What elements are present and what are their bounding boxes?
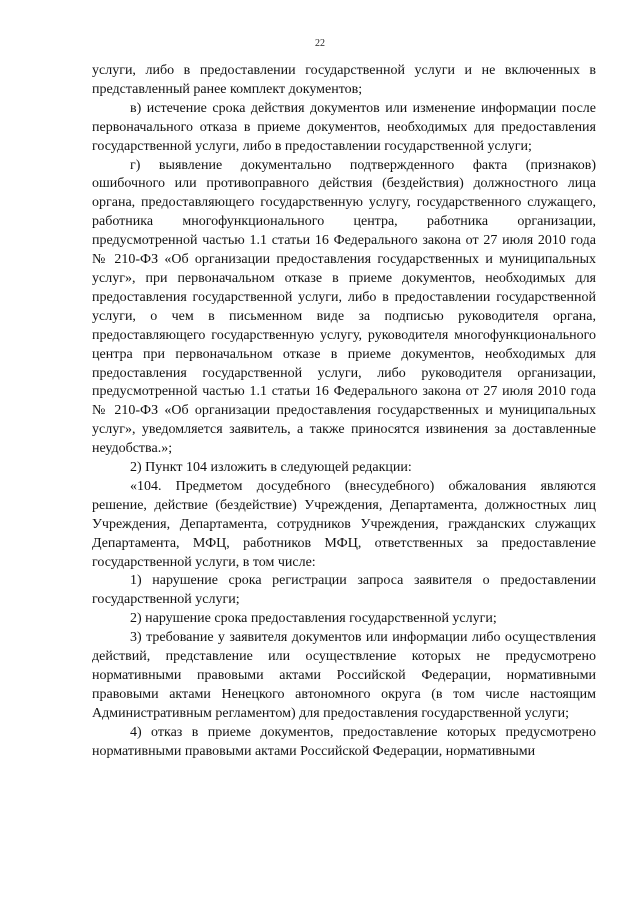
paragraph-clause-104: «104. Предметом досудебного (внесудебного) обжалования являются решение, действие (бездействие) Учреждения, Департамента, должностных лиц Учреждения, Департамента, сотрудников Учреждения, гражданских служащих Департамента, МФЦ, работников МФЦ, ответственных за предоставление государственной услуги, в том числе: [92,478,596,570]
paragraph-subitem-3: 3) требование у заявителя документов или информации либо осуществления действий, представление или осуществление которых не предусмотрено нормативными правовыми актами Российской Федерации, нормативными правовыми актами Ненецкого автономного округа (в том числе настоящим Административным регламентом) для предоставления государственной услуги; [92,630,596,721]
paragraph-point-2: 2) Пункт 104 изложить в следующей редакции: [130,460,412,476]
paragraph-subitem-4: 4) отказ в приеме документов, предоставление которых предусмотрено нормативными правовыми актами Российской Федерации, нормативными [92,724,596,759]
paragraph-subitem-2: 2) нарушение срока предоставления государственной услуги; [130,611,497,627]
paragraph-subitem-1: 1) нарушение срока регистрации запроса заявителя о предоставлении государственной услуги; [92,573,596,608]
paragraph-item-v: в) истечение срока действия документов или изменение информации после первоначального отказа в приеме документов, необходимых для предоставления государственной услуги, либо в предоставлении государственной услуги; [92,100,596,154]
paragraph-continuation: услуги, либо в предоставлении государственной услуги и не включенных в представленный ранее комплект документов; [92,63,596,97]
page-number: 22 [315,38,325,49]
paragraph-item-g: г) выявление документально подтвержденного факта (признаков) ошибочного или противоправного действия (бездействия) должностного лица органа, предоставляющего государственную услугу, государственного служащего, работника многофункционального центра, работника организации, предусмотренной частью 1.1 статьи 16 Федерального закона от 27 июля 2010 года № 210-ФЗ «Об организации предоставления государственных и муниципальных услуг», при первоначальном отказе в приеме документов, необходимых для предоставления государственной услуги, либо в предоставлении государственной услуги, о чем в письменном виде за подписью руководителя органа, предоставляющего государственную услугу, руководителя многофункционального центра при первоначальном отказе в приеме документов, необходимых для предоставления государственной услуги, либо руководителя организации, предусмотренной частью 1.1 статьи 16 Федерального закона от 27 июля 2010 года № 210-ФЗ «Об организации предоставления государственных и муниципальных услуг», уведомляется заявитель, а также приносятся извинения за доставленные неудобства.»; [92,157,596,457]
document-body [92,62,596,762]
